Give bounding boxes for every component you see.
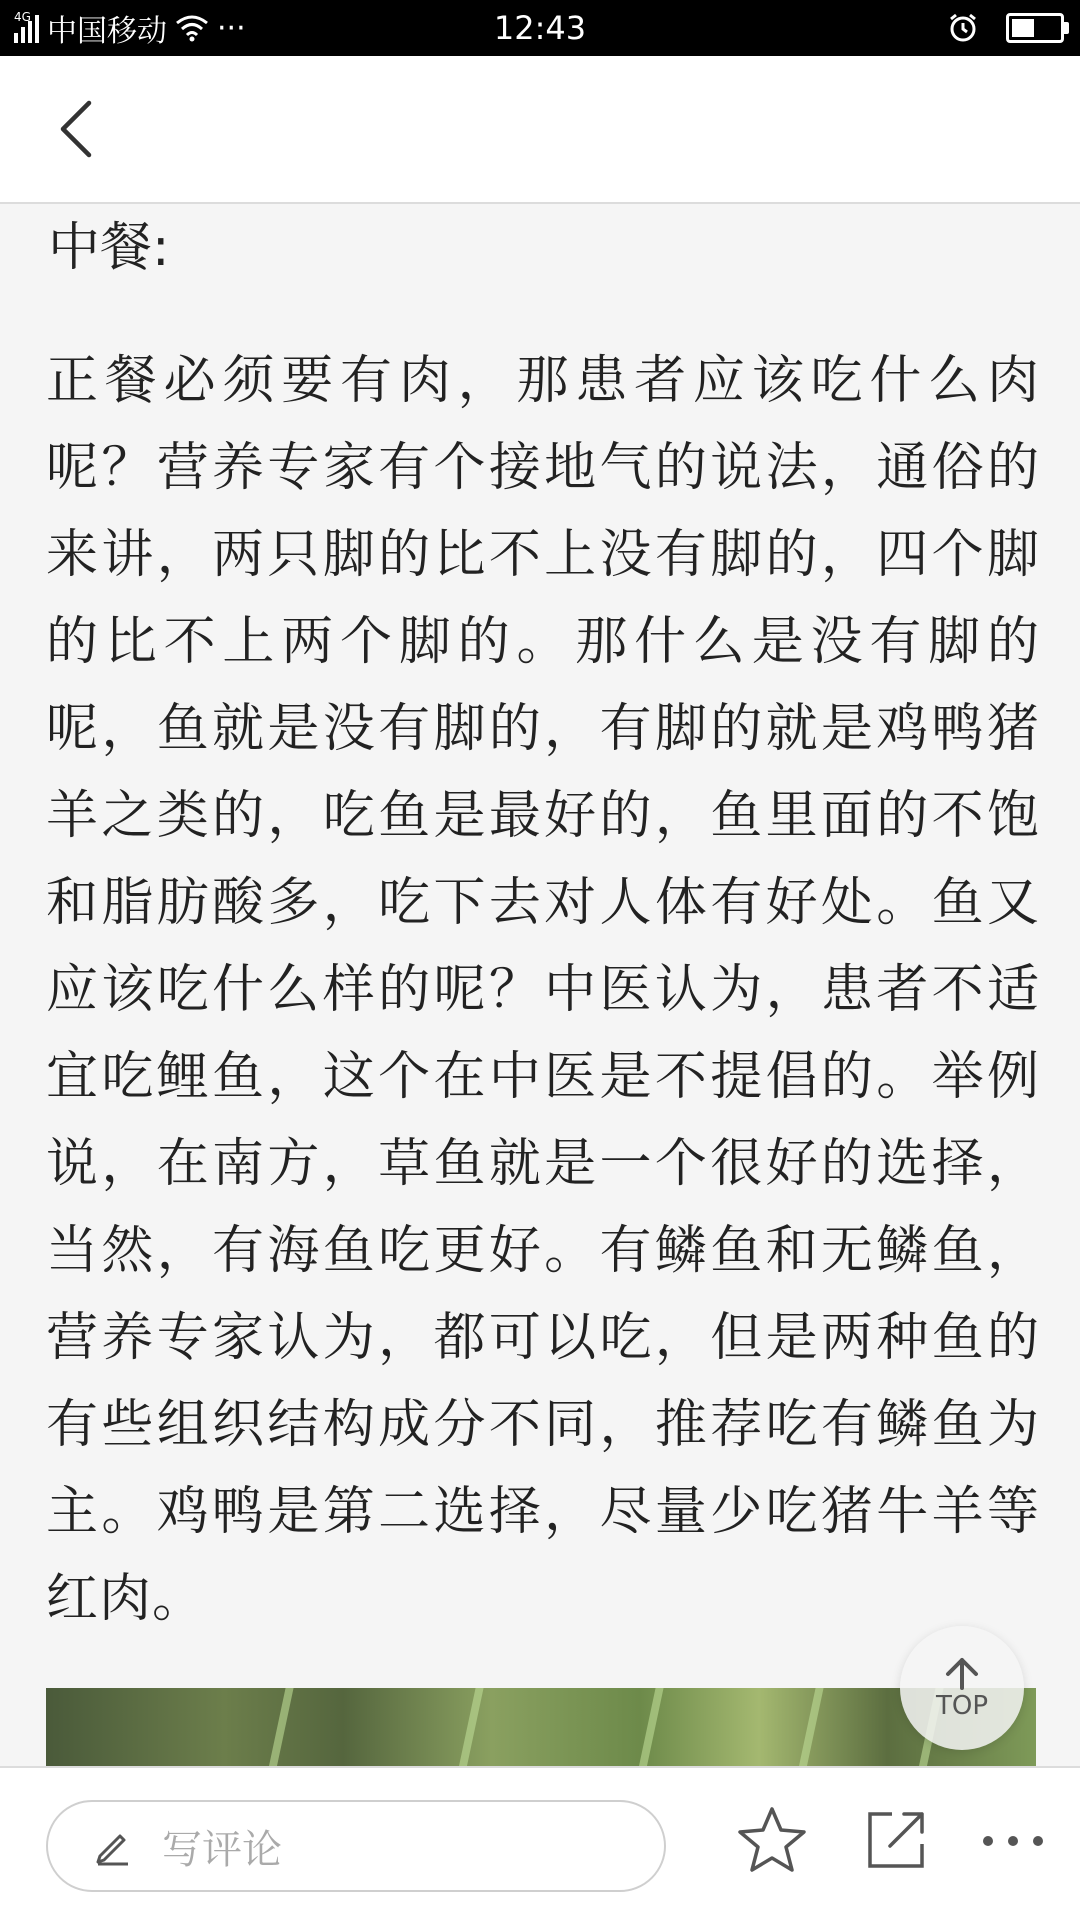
carrier-name: 中国移动 <box>47 14 167 49</box>
top-label: TOP <box>935 1691 989 1721</box>
comment-placeholder: 写评论 <box>162 1826 282 1873</box>
article-content[interactable] <box>0 204 1080 1766</box>
status-bar <box>0 0 1080 56</box>
top-navigation-bar <box>0 56 1080 204</box>
article-image[interactable] <box>46 1688 1036 1766</box>
pencil-icon <box>90 1824 134 1868</box>
chevron-left-icon <box>55 97 95 161</box>
star-icon[interactable] <box>736 1804 808 1876</box>
battery-icon <box>1006 13 1064 43</box>
status-overflow-dots: ··· <box>217 10 246 46</box>
network-type: 4G <box>14 10 31 24</box>
bottom-action-bar <box>0 1766 1080 1922</box>
more-icon[interactable] <box>978 1826 1048 1856</box>
share-icon[interactable] <box>864 1808 928 1872</box>
arrow-up-icon <box>942 1656 982 1690</box>
article-paragraph: 正餐必须要有肉，那患者应该吃什么肉呢？营养专家有个接地气的说法，通俗的来讲，两只脚的比不上没有脚的，四个脚的比不上两个脚的。那什么是没有脚的呢，鱼就是没有脚的，有脚的就是鸡鸭猪羊之类的，吃鱼是最好的，鱼里面的不饱和脂肪酸多，吃下去对人体有好处。鱼又应该吃什么样的呢？中医认为，患者不适宜吃鲤鱼，这个在中医是不提倡的。举例说，在南方，草鱼就是一个很好的选择，当然，有海鱼吃更好。有鳞鱼和无鳞鱼，营养专家认为，都可以吃，但是两种鱼的有些组织结构成分不同，推荐吃有鳞鱼为主。鸡鸭是第二选择，尽量少吃猪牛羊等红肉。 <box>46 351 1040 1629</box>
back-to-top-button[interactable] <box>900 1626 1024 1750</box>
comment-input[interactable] <box>46 1800 666 1892</box>
section-heading: 中餐: <box>48 218 170 278</box>
status-right <box>948 0 1064 56</box>
back-button[interactable] <box>40 94 110 164</box>
status-time: 12:43 <box>493 9 587 47</box>
alarm-icon <box>948 13 978 43</box>
